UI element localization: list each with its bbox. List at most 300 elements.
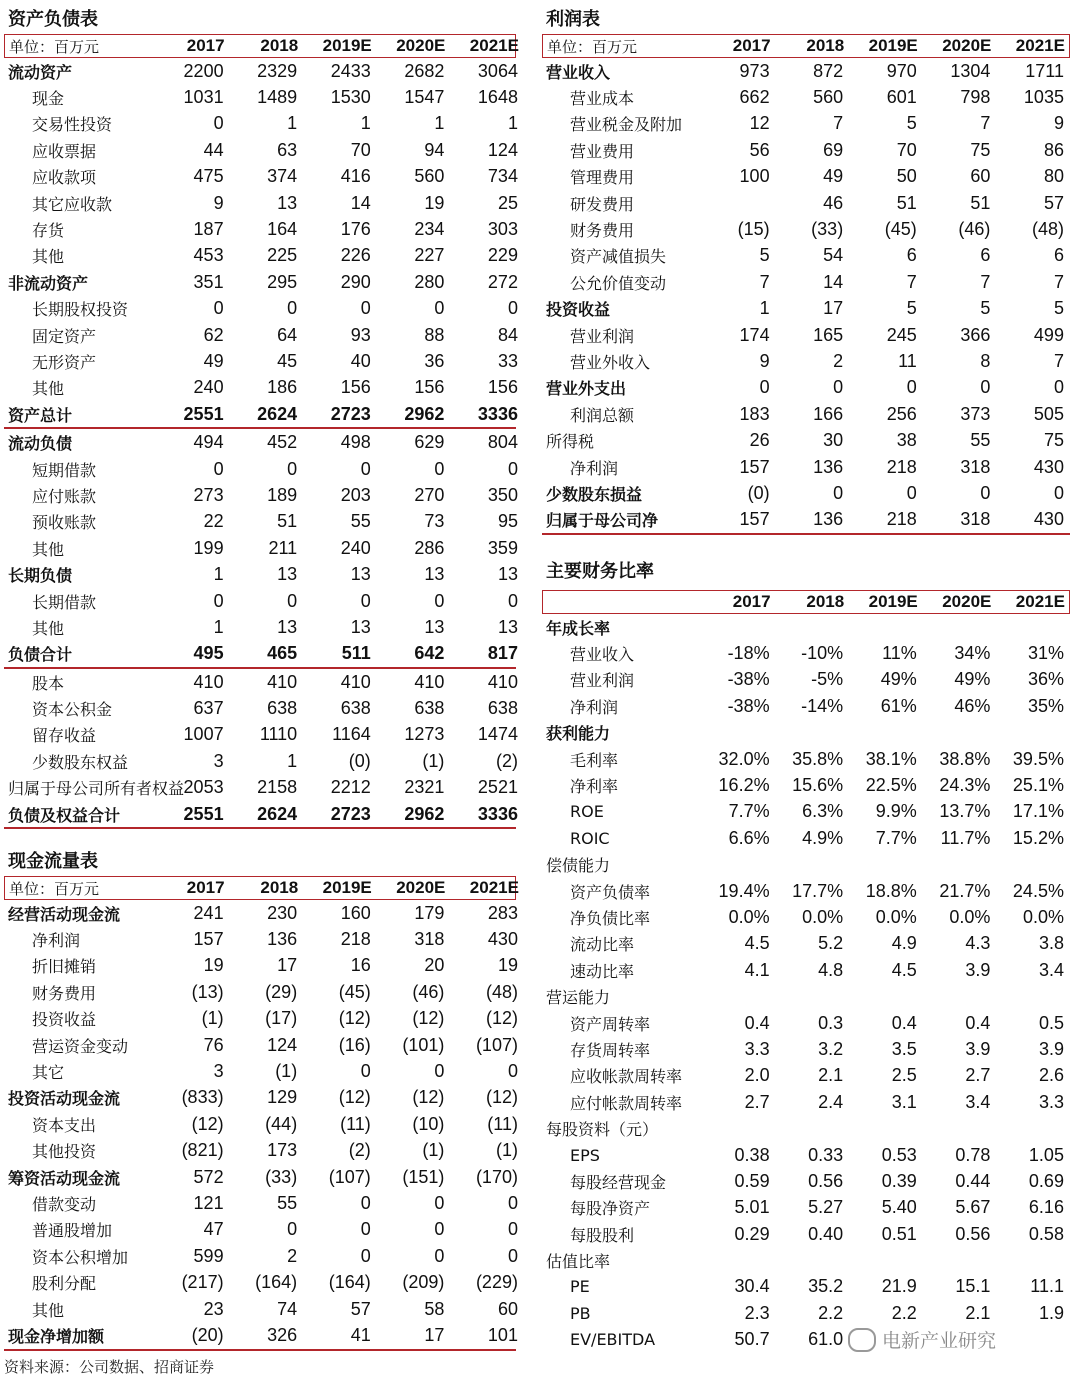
value-cell: 24.3% (939, 775, 991, 796)
row-label: 短期借款 (32, 460, 97, 480)
value-cell: 3.2 (818, 1038, 844, 1059)
table-row (542, 190, 1070, 216)
value-cell: 30.4 (734, 1276, 770, 1297)
value-cell: 283 (487, 902, 518, 923)
value-cell: 2.1 (818, 1065, 844, 1086)
value-cell: 0 (507, 298, 518, 319)
row-label: 偿债能力 (546, 856, 611, 876)
value-cell: 124 (267, 1034, 298, 1055)
value-cell: 0 (434, 458, 445, 479)
value-cell: -5% (811, 669, 844, 690)
value-cell: 2551 (183, 403, 224, 424)
table-row (542, 322, 1070, 348)
value-cell: 17 (277, 955, 298, 976)
row-label: 现金 (32, 89, 65, 109)
value-cell: 0.69 (1028, 1170, 1064, 1191)
value-cell: 44 (203, 139, 224, 160)
value-cell: 0.78 (955, 1144, 991, 1165)
value-cell: 0 (213, 458, 224, 479)
value-cell: 2329 (257, 60, 298, 81)
value-cell: 359 (487, 537, 518, 558)
value-cell: 11.7% (940, 827, 991, 848)
value-cell: 64 (277, 324, 298, 345)
value-cell: 2723 (330, 803, 371, 824)
ratios-panel (542, 558, 1070, 1353)
value-cell: 2.0 (744, 1065, 770, 1086)
value-cell: 245 (886, 324, 917, 345)
table-row (542, 243, 1070, 269)
row-label: 营业成本 (570, 89, 635, 109)
value-cell: (16) (338, 1034, 371, 1055)
value-cell: 5.27 (808, 1197, 844, 1218)
value-cell: 14 (823, 271, 844, 292)
value-cell: 662 (739, 87, 770, 108)
value-cell: 1007 (183, 724, 224, 745)
value-cell: 6.3% (802, 801, 844, 822)
value-cell: 23 (203, 1298, 224, 1319)
value-cell: 5 (1053, 298, 1064, 319)
row-label: 少数股东权益 (32, 752, 129, 772)
value-cell: 75 (970, 139, 991, 160)
value-cell: 35.2 (808, 1276, 844, 1297)
value-cell: 16.2% (718, 775, 770, 796)
row-label: 其它应收款 (32, 194, 113, 214)
value-cell: 3.3 (744, 1038, 770, 1059)
value-cell: 1 (287, 113, 298, 134)
value-cell: 121 (193, 1192, 224, 1213)
value-cell: (833) (181, 1087, 224, 1108)
table-row (4, 243, 516, 269)
value-cell: 7 (906, 271, 917, 292)
row-label: 投资收益 (546, 300, 611, 320)
table-row (4, 926, 516, 952)
value-cell: 0.3 (818, 1012, 844, 1033)
source-footnote: 资料来源：公司数据、招商证券 (4, 1358, 215, 1376)
value-cell: 13 (350, 616, 371, 637)
value-cell: 2.2 (891, 1302, 917, 1323)
value-cell: 13 (497, 616, 518, 637)
row-label: 长期负债 (8, 566, 73, 586)
value-cell: 61.0 (808, 1329, 844, 1350)
row-label: ROE (570, 802, 604, 822)
value-cell: 25.1% (1012, 775, 1064, 796)
value-cell: 0 (434, 1219, 445, 1240)
ratios-title: 主要财务比率 (546, 561, 654, 582)
value-cell: 80 (1043, 166, 1064, 187)
value-cell: (1) (201, 1008, 224, 1029)
value-cell: 410 (487, 671, 518, 692)
cash-flow-title: 现金流量表 (8, 851, 98, 872)
value-cell: 0 (980, 482, 991, 503)
table-row (4, 429, 516, 455)
value-cell: 174 (739, 324, 770, 345)
table-row (4, 164, 516, 190)
value-cell: 55 (350, 511, 371, 532)
value-cell: 0.0% (875, 906, 917, 927)
value-cell: 2200 (183, 60, 224, 81)
value-cell: (11) (487, 1113, 518, 1134)
value-cell: 0 (507, 1219, 518, 1240)
value-cell: 56 (749, 139, 770, 160)
year-header: 2020E (942, 36, 992, 55)
value-cell: 2521 (477, 777, 518, 798)
year-header: 2018 (260, 36, 299, 55)
row-label: 交易性投资 (32, 115, 113, 135)
value-cell: 1489 (257, 87, 298, 108)
value-cell: 5.01 (734, 1197, 770, 1218)
row-label: 公允价值变动 (570, 273, 667, 293)
value-cell: -10% (801, 643, 844, 664)
value-cell: 318 (960, 456, 991, 477)
value-cell: 0 (980, 377, 991, 398)
value-cell: 6 (906, 245, 917, 266)
value-cell: (45) (338, 981, 371, 1002)
value-cell: 7.7% (875, 827, 917, 848)
value-cell: 0 (434, 298, 445, 319)
value-cell: 179 (414, 902, 445, 923)
value-cell: 124 (487, 139, 518, 160)
value-cell: 286 (414, 537, 445, 558)
table-row (542, 1195, 1070, 1221)
value-cell: 1110 (259, 724, 298, 745)
table-row (4, 1217, 516, 1243)
value-cell: 0.0% (728, 906, 770, 927)
row-label: 其他 (32, 539, 65, 559)
row-label: 财务费用 (570, 221, 635, 241)
row-label: 营业费用 (570, 141, 635, 161)
value-cell: 295 (267, 271, 298, 292)
year-header: 2018 (806, 36, 845, 55)
value-cell: 18.8% (865, 880, 917, 901)
value-cell: 0 (434, 1245, 445, 1266)
value-cell: 73 (424, 511, 445, 532)
row-label: 资产负债率 (570, 882, 651, 902)
table-row (542, 58, 1070, 84)
value-cell: 203 (340, 484, 371, 505)
value-cell: 0.56 (955, 1223, 991, 1244)
value-cell: 11% (882, 643, 917, 664)
value-cell: 32.0% (718, 748, 770, 769)
table-row (542, 931, 1070, 957)
value-cell: 3064 (477, 60, 518, 81)
year-header: 2021E (1015, 592, 1065, 611)
value-cell: 270 (414, 484, 445, 505)
value-cell: 165 (813, 324, 844, 345)
value-cell: 638 (267, 698, 298, 719)
value-cell: 0 (287, 590, 298, 611)
value-cell: 2 (287, 1245, 298, 1266)
value-cell: 156 (340, 377, 371, 398)
value-cell: 2321 (404, 777, 445, 798)
value-cell: 3336 (477, 803, 518, 824)
value-cell: 410 (340, 671, 371, 692)
table-row (542, 454, 1070, 480)
row-label: 所得税 (546, 432, 595, 452)
table-row (4, 1111, 516, 1137)
row-label: 其他 (32, 618, 65, 638)
balance-sheet-title: 资产负债表 (8, 9, 98, 30)
value-cell: 872 (813, 60, 844, 81)
value-cell: 13 (497, 564, 518, 585)
table-row (4, 348, 516, 374)
value-cell: 0 (507, 458, 518, 479)
row-label: 存货 (32, 221, 65, 241)
value-cell: 7 (1053, 271, 1064, 292)
row-label: 其他 (32, 379, 65, 399)
value-cell: 0 (360, 1219, 371, 1240)
value-cell: 495 (193, 643, 224, 664)
year-header: 2020E (396, 36, 446, 55)
value-cell: 95 (497, 511, 518, 532)
value-cell: 1474 (477, 724, 518, 745)
row-label: 营业税金及附加 (570, 115, 683, 135)
value-cell: 2.4 (818, 1091, 844, 1112)
value-cell: 60 (970, 166, 991, 187)
value-cell: 0 (434, 1192, 445, 1213)
value-cell: 25 (497, 192, 518, 213)
row-label: 其他 (32, 247, 65, 267)
row-label: 留存收益 (32, 726, 97, 746)
row-label: 利润总额 (570, 405, 635, 425)
value-cell: 15.2% (1012, 827, 1064, 848)
value-cell: 69 (823, 139, 844, 160)
value-cell: 3.1 (891, 1091, 917, 1112)
table-row (542, 269, 1070, 295)
value-cell: 4.3 (965, 933, 991, 954)
value-cell: 36% (1027, 669, 1064, 690)
value-cell: 229 (487, 245, 518, 266)
value-cell: 0 (434, 1061, 445, 1082)
year-header: 2017 (732, 36, 771, 55)
table-row (4, 900, 516, 926)
value-cell: 0 (507, 1192, 518, 1213)
value-cell: 1 (434, 113, 445, 134)
value-cell: 50.7 (734, 1329, 770, 1350)
row-label: 净利率 (570, 777, 619, 797)
value-cell: 24.5% (1012, 880, 1064, 901)
table-row (4, 1296, 516, 1322)
row-label: 营业利润 (570, 671, 635, 691)
value-cell: 465 (267, 643, 298, 664)
value-cell: (12) (412, 1008, 445, 1029)
value-cell: 230 (267, 902, 298, 923)
value-cell: 50 (896, 166, 917, 187)
table-row (4, 953, 516, 979)
table-row (542, 1300, 1070, 1326)
value-cell: 6.16 (1028, 1197, 1064, 1218)
value-cell: 55 (970, 430, 991, 451)
value-cell: 156 (487, 377, 518, 398)
table-row (542, 1115, 1070, 1141)
value-cell: 0.39 (881, 1170, 917, 1191)
value-cell: 101 (487, 1324, 518, 1345)
value-cell: 430 (1033, 509, 1064, 530)
year-header: 2017 (186, 878, 225, 897)
row-label: 流动负债 (8, 434, 73, 454)
value-cell: 7 (833, 113, 844, 134)
value-cell: 642 (414, 643, 445, 664)
row-label: 长期股权投资 (32, 300, 129, 320)
row-label: 每股资料（元） (546, 1120, 659, 1140)
value-cell: 280 (414, 271, 445, 292)
row-label: 应收票据 (32, 141, 97, 161)
value-cell: 560 (813, 87, 844, 108)
value-cell: 100 (739, 166, 770, 187)
table-row (4, 1164, 516, 1190)
value-cell: 290 (340, 271, 371, 292)
value-cell: 2053 (183, 777, 224, 798)
row-label: 其他 (32, 1300, 65, 1320)
row-label: 估值比率 (546, 1252, 611, 1272)
value-cell: 7.7% (728, 801, 770, 822)
value-cell: (1) (422, 1140, 445, 1161)
row-label: 管理费用 (570, 168, 635, 188)
row-label: 股本 (32, 673, 65, 693)
value-cell: 74 (277, 1298, 298, 1319)
value-cell: (229) (475, 1272, 518, 1293)
unit-label: 单位：百万元 (547, 37, 638, 56)
table-row (4, 190, 516, 216)
value-cell: (821) (181, 1140, 224, 1161)
value-cell: 5 (980, 298, 991, 319)
value-cell: (107) (475, 1034, 518, 1055)
table-row (542, 1036, 1070, 1062)
value-cell: (48) (485, 981, 518, 1002)
value-cell: 1530 (330, 87, 371, 108)
value-cell: 430 (1033, 456, 1064, 477)
value-cell: (44) (265, 1113, 298, 1134)
value-cell: 0 (213, 590, 224, 611)
value-cell: 3.3 (1038, 1091, 1064, 1112)
value-cell: 38.8% (939, 748, 991, 769)
table-row (542, 799, 1070, 825)
value-cell: 7 (759, 271, 770, 292)
value-cell: 55 (277, 1192, 298, 1213)
value-cell: 0.59 (734, 1170, 770, 1191)
table-row (542, 507, 1070, 535)
table-row (542, 1089, 1070, 1115)
year-header: 2021E (1015, 36, 1065, 55)
value-cell: 350 (487, 484, 518, 505)
table-row (542, 401, 1070, 427)
value-cell: 21.7% (939, 880, 991, 901)
row-label: EV/EBITDA (570, 1330, 656, 1350)
value-cell: 183 (739, 403, 770, 424)
value-cell: (29) (265, 981, 298, 1002)
value-cell: 51 (970, 192, 991, 213)
value-cell: 3.9 (1038, 1038, 1064, 1059)
row-label: 筹资活动现金流 (8, 1168, 121, 1188)
value-cell: 70 (896, 139, 917, 160)
value-cell: 173 (267, 1140, 298, 1161)
value-cell: 13 (277, 192, 298, 213)
value-cell: (15) (737, 219, 770, 240)
row-label: 归属于母公司所有者权益 (8, 779, 185, 799)
row-label: 营业收入 (546, 62, 611, 82)
value-cell: 166 (813, 403, 844, 424)
value-cell: 0.44 (955, 1170, 991, 1191)
value-cell: 273 (193, 484, 224, 505)
row-label: 无形资产 (32, 352, 97, 372)
value-cell: 227 (414, 245, 445, 266)
value-cell: 3 (213, 750, 224, 771)
value-cell: 75 (1043, 430, 1064, 451)
value-cell: (107) (328, 1166, 371, 1187)
year-header: 2019E (868, 36, 918, 55)
table-row (542, 614, 1070, 640)
row-label: 非流动资产 (8, 273, 89, 293)
value-cell: 629 (414, 432, 445, 453)
value-cell: 601 (886, 87, 917, 108)
table-row (4, 775, 516, 801)
row-label: 营业外支出 (546, 379, 627, 399)
table-row (4, 1085, 516, 1111)
value-cell: 136 (267, 929, 298, 950)
value-cell: 6.6% (728, 827, 770, 848)
value-cell: 164 (267, 219, 298, 240)
table-row (4, 588, 516, 614)
value-cell: 226 (340, 245, 371, 266)
value-cell: 560 (414, 166, 445, 187)
row-label: 应付帐款周转率 (570, 1093, 683, 1113)
value-cell: 3.8 (1038, 933, 1064, 954)
value-cell: 2212 (330, 777, 371, 798)
value-cell: 0.51 (881, 1223, 917, 1244)
value-cell: 13 (350, 564, 371, 585)
balance-sheet-panel (4, 6, 519, 829)
row-label: 毛利率 (570, 750, 619, 770)
value-cell: 84 (497, 324, 518, 345)
value-cell: (217) (181, 1272, 224, 1293)
value-cell: (164) (328, 1272, 371, 1293)
row-label: 预收账款 (32, 513, 97, 533)
value-cell: (1) (275, 1061, 298, 1082)
value-cell: 160 (340, 902, 371, 923)
value-cell: 452 (267, 432, 298, 453)
value-cell: 410 (267, 671, 298, 692)
value-cell: (1) (495, 1140, 518, 1161)
value-cell: (11) (340, 1113, 371, 1134)
value-cell: 57 (1043, 192, 1064, 213)
value-cell: 241 (193, 902, 224, 923)
table-row (4, 614, 516, 640)
table-row (4, 296, 516, 322)
value-cell: 2158 (257, 777, 298, 798)
value-cell: 11.1 (1030, 1276, 1064, 1297)
value-cell: 40 (350, 350, 371, 371)
value-cell: 49% (954, 669, 991, 690)
value-cell: 17 (823, 298, 844, 319)
table-row (4, 1322, 516, 1350)
value-cell: (45) (884, 219, 917, 240)
value-cell: -38% (727, 669, 770, 690)
unit-label: 单位：百万元 (9, 37, 100, 56)
value-cell: 9 (213, 192, 224, 213)
value-cell: 19 (424, 192, 445, 213)
value-cell: 410 (193, 671, 224, 692)
value-cell: 2.3 (744, 1302, 770, 1323)
table-row (4, 669, 516, 695)
table-row (4, 322, 516, 348)
wechat-icon (848, 1328, 876, 1352)
value-cell: 374 (267, 166, 298, 187)
table-row (4, 375, 516, 401)
value-cell: 218 (886, 456, 917, 477)
value-cell: 2.6 (1038, 1065, 1064, 1086)
income-statement-panel (542, 6, 1070, 535)
value-cell: 4.8 (818, 959, 844, 980)
value-cell: 136 (813, 509, 844, 530)
